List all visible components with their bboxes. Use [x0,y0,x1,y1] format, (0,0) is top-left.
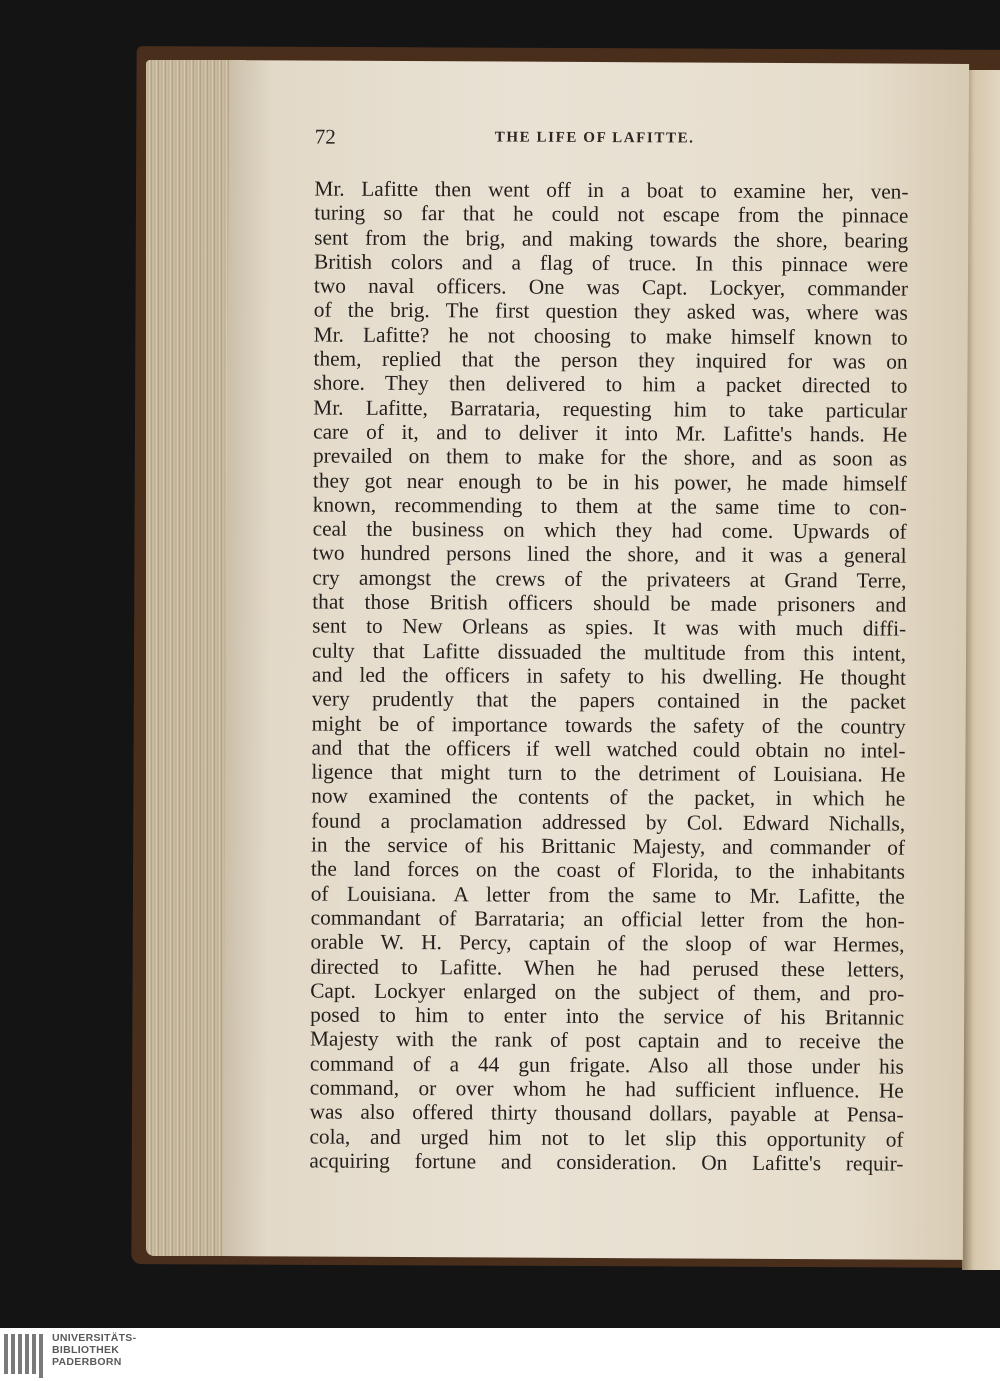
text-line: them, replied that the person they inquired for was on [313,346,908,374]
library-name-line: BIBLIOTHEK [52,1344,120,1356]
text-line: ceal the business on which they had come. Upwards of [312,516,907,544]
text-line: Mr. Lafitte then went off in a boat to examine her, ven- [314,176,909,204]
running-title: THE LIFE OF LAFITTE. [494,129,695,147]
text-line: sent from the brig, and making towards the shore, bearing [314,225,909,253]
text-line: shore. They then delivered to him a packet directed to [313,370,908,399]
text-line: directed to Lafitte. When he had perused these letters, [310,954,905,982]
text-line: that those British officers should be made prisoners and [312,589,907,617]
text-line: of the brig. The first question they asked was, where was [313,298,908,326]
text-line: posed to him to enter into the service of his Britannic [310,1002,905,1030]
text-line: two hundred persons lined the shore, and it was a general [312,540,907,569]
text-line: found a proclamation addressed by Col. Edward Nichalls, [311,808,906,836]
text-line: turing so far that he could not escape from the pinnace [314,200,909,228]
text-line: orable W. H. Percy, captain of the sloop of war Hermes, [310,929,905,957]
text-line: in the service of his Brittanic Majesty, and commander of [310,832,906,860]
text-line: Mr. Lafitte? he not choosing to make himself known to [313,322,908,350]
text-line: sent to New Orleans as spies. It was with much diffi- [312,613,907,641]
text-line: and that the officers if well watched could obtain no intel- [311,735,906,763]
text-line: was also offered thirty thousand dollars, payable at Pensa- [309,1099,904,1127]
text-line: commandant of Barrataria; an official letter from the hon- [310,905,905,933]
text-line: Capt. Lockyer enlarged on the subject of them, and pro- [310,978,905,1006]
library-footer [0,1328,1000,1381]
text-line: of Louisiana. A letter from the same to Mr. Lafitte, the [310,881,905,909]
page-number: 72 [314,124,336,149]
text-line: ligence that might turn to the detriment of Louisiana. He [311,759,906,787]
text-line: cola, and urged him not to let slip this opportunity of [309,1124,904,1152]
text-line: care of it, and to deliver it into Mr. Lafitte's hands. He [313,419,908,447]
text-line: very prudently that the papers contained in the packet [311,686,906,714]
text-line: British colors and a flag of truce. In this pinnace were [314,249,909,277]
book-page [223,60,969,1260]
library-name [52,1332,136,1368]
text-line: now examined the contents of the packet, in which he [311,783,906,812]
text-line: command of a 44 gun frigate. Also all those under his [309,1051,904,1079]
text-line: culty that Lafitte dissuaded the multitude from this intent, [311,638,907,666]
text-line: cry amongst the crews of the privateers at Grand Terre, [312,565,907,593]
text-line: Mr. Lafitte, Barrataria, requesting him to take particular [313,395,908,423]
text-line: they got near enough to be in his power, he made himself [312,468,907,496]
running-head [315,125,915,158]
text-line: two naval officers. One was Capt. Lockyer, commander [313,273,909,301]
text-line: and led the officers in safety to his dwelling. He thought [311,662,906,690]
university-library-logo-icon [4,1334,46,1374]
text-line: the land forces on the coast of Florida, to the inhabitants [310,856,905,884]
text-line: Majesty with the rank of post captain and to receive the [309,1026,905,1055]
body-text [309,177,908,1176]
library-name-line: UNIVERSITÄTS- [52,1332,137,1344]
text-line: acquiring fortune and consideration. On Lafitte's requir- [309,1148,904,1176]
library-name-line: PADERBORN [52,1356,122,1368]
text-line: known, recommending to them at the same time to con- [312,492,907,520]
text-line: might be of importance towards the safety of the country [311,711,906,739]
text-line: command, or over whom he had sufficient influence. He [309,1075,904,1103]
text-line: prevailed on them to make for the shore, and as soon as [313,443,908,471]
